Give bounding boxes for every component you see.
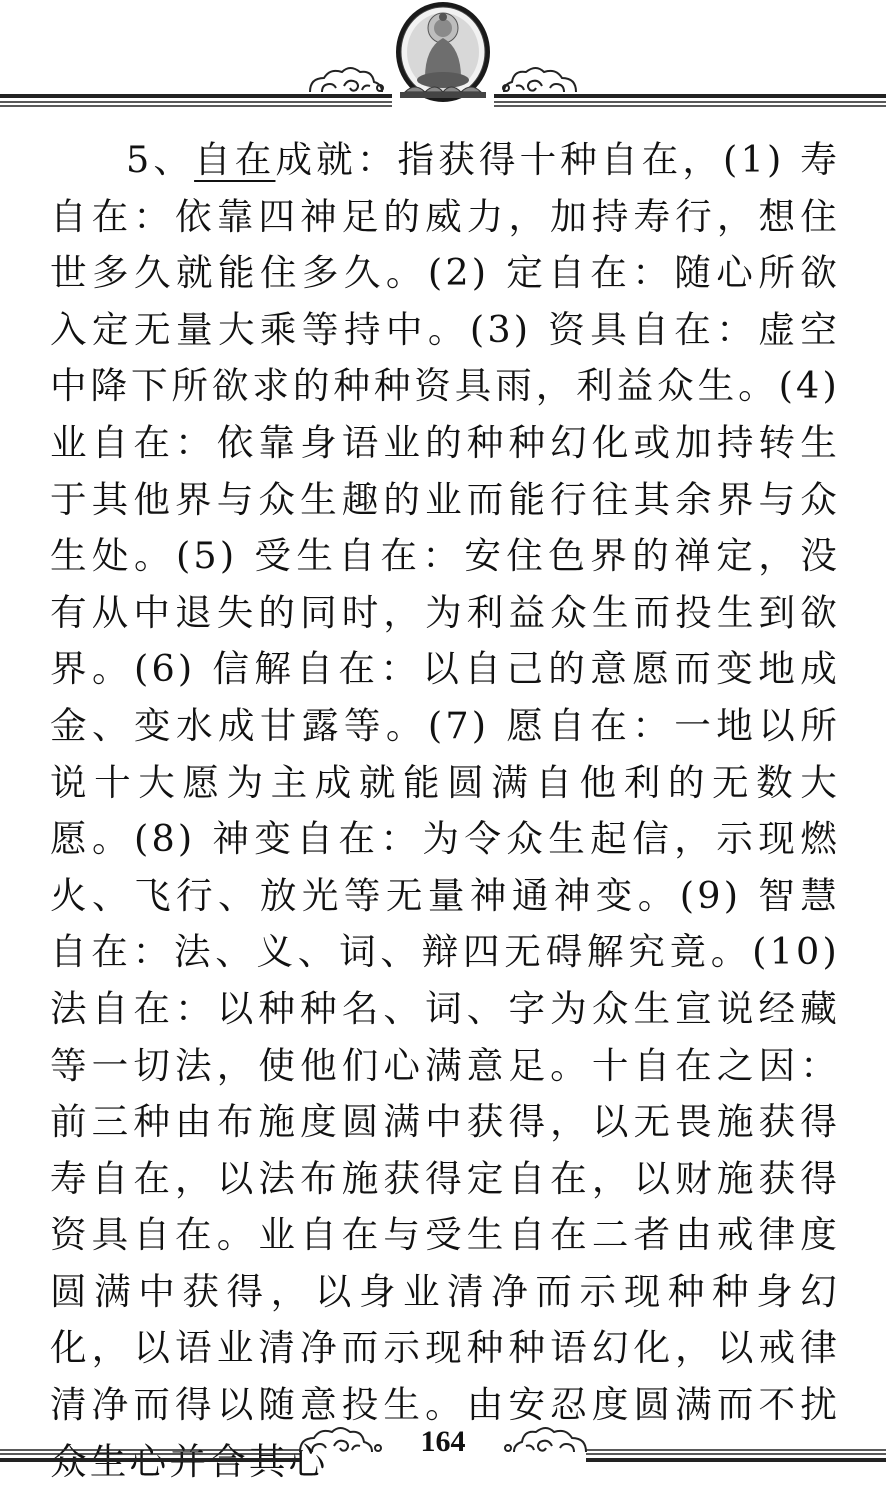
cloud-ornament-left (310, 68, 383, 92)
underlined-term: 自在 (194, 138, 276, 181)
paragraph-text: 成就：指获得十种自在，(1) 寿自在：依靠四神足的威力，加持寿行，想住世多久就能住多久。(2) 定自在：随心所欲入定无量大乘等持中。(3) 资具自在：虚空中降下所欲求的种种资具雨，利益众生。(4) 业自在：依靠身语业的种种幻化或加持转生于其他界与众生趣的业而能行往其余界与众生处。(5) 受生自在：安住色界的禅定，没有从中退失的同时，为利益众生而投生到欲界。(6) 信解自在：以自己的意愿而变地成金、变水成甘露等。(7) 愿自在：一地以所说十大愿为主成就能圆满自他利的无数大愿。(8) 神变自在：为令众生起信，示现燃火、飞行、放光等无量神通神变。(9) 智慧自在：法、义、词、辩四无碍解究竟。(10) 法自在：以种种名、词、字为众生宣说经藏等一切法，使他们心满意足。十自在之因：前三种由布施度圆满中获得，以无畏施获得寿自在，以法布施获得定自在，以财施获得资具自在。业自在与受生自在二者由戒律度圆满中获得，以身业清净而示现种种身幻化，以语业清净而示现种种语幻化，以戒律清净而得以随意投生。由安忍度圆满而不扰众生心并合其心 (50, 138, 840, 1483)
cloud-ornament-right (503, 68, 576, 92)
footer-rule-left (0, 1450, 300, 1460)
paragraph-number: 5、 (126, 138, 195, 181)
footer-cloud-left (300, 1428, 381, 1452)
header-rule-left (0, 96, 392, 106)
buddha-emblem-icon (396, 2, 490, 102)
footer-rule-right (586, 1450, 886, 1460)
footer-cloud-right (505, 1428, 586, 1452)
header-ornament (0, 0, 886, 115)
page-header (0, 0, 886, 115)
body-paragraph (50, 132, 840, 1490)
page-number: 164 (420, 1425, 466, 1458)
header-rule-right (494, 96, 886, 106)
